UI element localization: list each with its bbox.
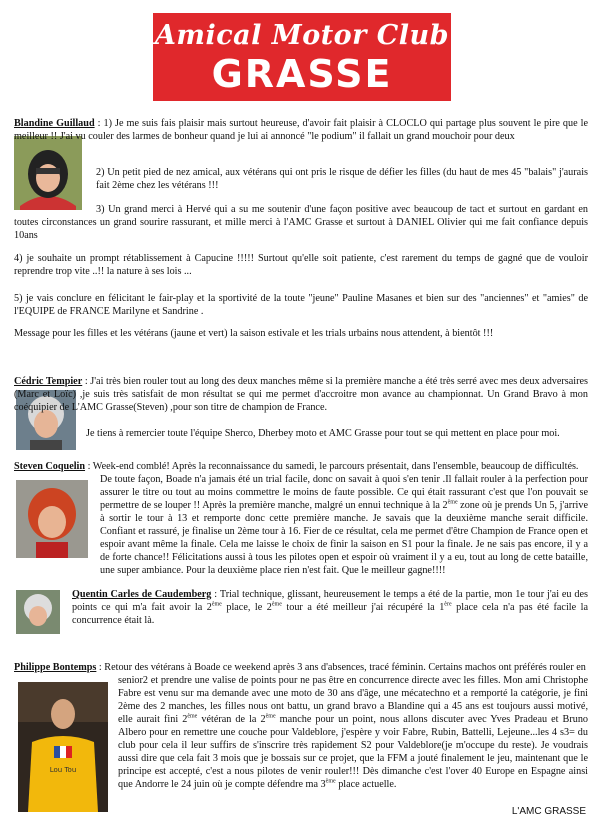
philippe-name: Philippe Bontemps xyxy=(14,662,97,673)
steven-text-body: De toute façon, Boade n'a jamais été un trial facile, donc on savait à quoi s'en tenir .Il fallait rouler à la perfection pour assurer le titre ou tout au moins commettre le moins de faute possible. Ce qui était rassurant c'est que l'on pouvait se permettre de se louper !! Après la première manche, malgré un ennui technique à la 2ème zone où je prends Un 5, j'arrive à sortir le tour à 13 et remporte donc cette première manche. Je savais que la deuxième manche serait difficile. Confiant et rassuré, je finalise un 2ème tour à 16. Fier de ce résultat, cela me permet d'être Champion de France open et espoir avant même la finale. Cela me laisse le choix de finir la saison en S1 pour la finale. Je ne sais pas encore, il y a de forte chance!! Félicitations aussi à tous les pilotes open et espoir où vraiment il y a eu, tout au long de cette bataille, une super ambiance. Pour la deuxième place rien n'est fait. Que le meilleur gagne!!!! xyxy=(100,474,588,576)
footer-signature: L'AMC GRASSE xyxy=(511,806,586,817)
banner-line2: GRASSE xyxy=(211,52,393,96)
cedric-text-2: Je tiens à remercier toute l'équipe Sherco, Dherbey moto et AMC Grasse pour tout se qui mettent en place pour moi. xyxy=(86,428,560,439)
blandine-text-3: 3) Un grand merci à Hervé qui a su me soutenir d'une façon positive avec beaucoup de tact et surtout en gardant en toutes circonstances un grand sourire rassurant, et mille merci à l'AMC Grasse et surtout à DANIEL Olivier qui me fait confiance depuis 10ans xyxy=(14,204,588,241)
quentin-photo xyxy=(16,590,60,634)
philippe-text-body: senior2 et prendre une valise de points pour ne pas être en concurrence directe avec les filles. Mon ami Christophe Fabre est venu sur ma demande avec une moto de 30 ans d'âge, une mécatechno et a remporté la catégorie, je fini 2ème des 2 manches, les filles nous ont battu, un grand bravo a Blandine qui a 45 ans est toujours aussi motivé, elle aurait fini 2ème vétéran de la 2ème manche pour un point, nous allons discuter avec Yves Pradeau et Bruno Albero pour en remettre une couche pour Valdeblore, j'espère y voir Fabre, Rubin, Battelli, Lejeune...les 4 s3= du club pour cela il leur suffirs de s'inscrire très rapidement S2 pour Valdeblore(je m'occupe du reste). Je voudrais aussi dire que cela fait 3 mois que je bossais sur ce projet, que la FFM a jouté finalement le jeu, maintenant que le principe est accepté, c'est a nous pilotes de venir rouler!!! Dès dimanche c'est l'over 40 Europe en Espagne ainsi que Andorre le 24 juin où je compte défendre ma 3ème place actuelle. xyxy=(118,675,589,790)
steven-name: Steven Coquelin xyxy=(14,461,86,472)
svg-text:Lou Tou: Lou Tou xyxy=(49,766,77,774)
blandine-text-4: 4) je souhaite un prompt rétablissement à Capucine !!!!! Surtout qu'elle soit patiente, c'est rarement du temps de gagné que de vouloir reprendre trop vite ..!! la nature à ses lois ... xyxy=(14,253,588,277)
blandine-photo xyxy=(14,136,82,210)
club-banner-logo xyxy=(153,13,451,101)
banner-line1: Amical Motor Club xyxy=(154,20,450,51)
steven-text-intro: : Week-end comblé! Après la reconnaissance du samedi, le parcours présentait, dans l'ensemble, beaucoup de difficultés. xyxy=(87,461,579,472)
blandine-text-2: 2) Un petit pied de nez amical, aux vétérans qui ont pris le risque de défier les filles (du haut de mes 45 "balais" j'aurais fait 2ème chez les vétérans !!! xyxy=(96,167,588,191)
cedric-name: Cédric Tempier xyxy=(14,376,83,387)
quentin-text: : Trial technique, glissant, heureusement le temps a été de la partie, mon 1e tour j'ai eu des points ce qui m'a fait avoir la 2ème place, le 2ème tour a été meilleur j'ai récupéré la 1ère place cela n'a pas été facile la concurrence était là. xyxy=(72,589,589,626)
philippe-photo xyxy=(18,682,108,812)
cedric-text-1: : J'ai très bien rouler tout au long des deux manches même si la première manche a été très serré avec mes deux adversaires (Marc et Loïc) ,je suis très satisfait de mon résultat se qui me permet d'accroitre mon avance au championnat. Un Grand Bravo à mon coéquipier de L'AMC Grasse(Steven) ,pour son titre de champion de France. xyxy=(14,376,588,413)
blandine-text-5: 5) je vais conclure en félicitant le fair-play et la sportivité de la toute "jeune" Pauline Masanes et bien sur des "anciennes" et "amies" de l'EQUIPE de FRANCE Marilyne et Sandrine . xyxy=(14,293,588,317)
blandine-text-6: Message pour les filles et les vétérans (jaune et vert) la saison estivale et les trials urbains nous attendent, à bientôt !!! xyxy=(14,328,494,339)
philippe-text-intro: : Retour des vétérans à Boade ce weekend après 3 ans d'absences, tracé féminin. Certains machos ont préférés rouler en xyxy=(98,662,586,673)
blandine-text-1: : 1) Je me suis fais plaisir mais surtout heureuse, d'avoir fait plaisir à CLOCLO qui partage plus souvent le pire que le meilleur !! J'ai vu couler des larmes de bonheur quand je lui ai annoncé "le podium" il fallait un grand mouchoir pour deux xyxy=(14,118,588,142)
quentin-name: Quentin Carles de Caudemberg xyxy=(72,589,212,600)
blandine-name: Blandine Guillaud xyxy=(14,118,95,129)
steven-photo xyxy=(16,480,88,558)
